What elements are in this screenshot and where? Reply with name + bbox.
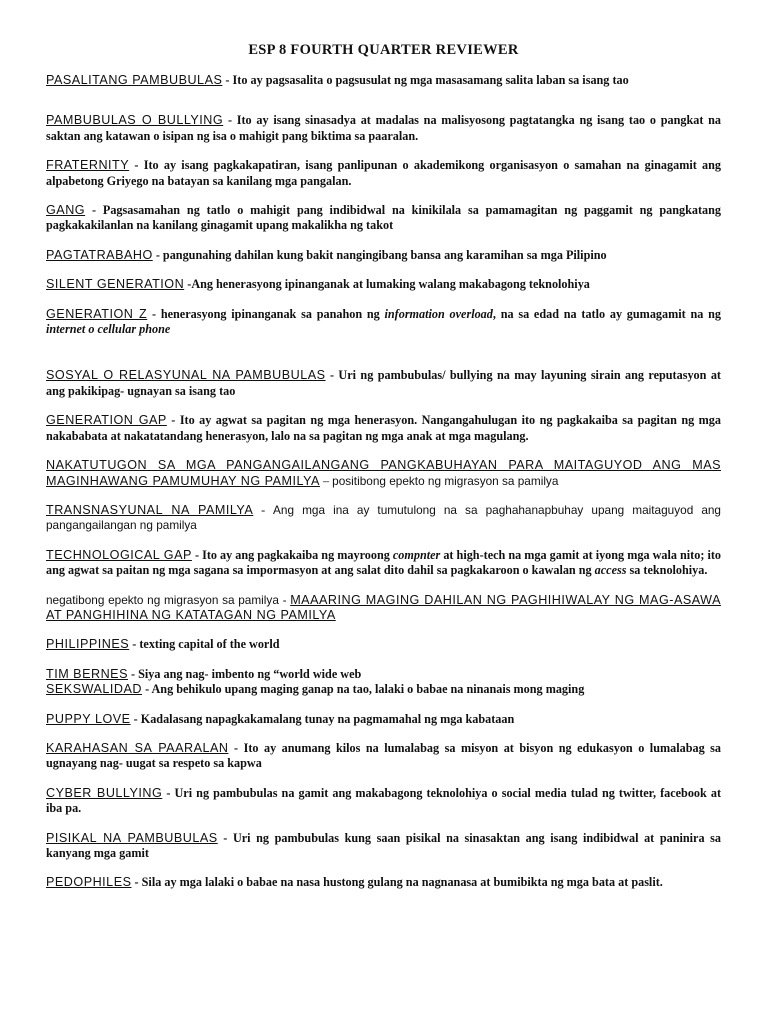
term: SILENT GENERATION [46,277,185,292]
definition: Siya ang nag- imbento ng “world wide web [138,666,362,681]
definition: Sila ay mga lalaki o babae na nasa hustong gulang na nagnanasa at bumibikta ng mga bata at paslit. [141,875,663,890]
term: GENERATION Z [46,306,148,321]
term: PASALITANG PAMBUBULAS [46,73,223,87]
term: PUPPY LOVE [46,711,131,726]
definition: Uri ng pambubulas na gamit ang makabagong teknolohiya o social media tulad ng twitter, facebook at iba pa. [46,785,722,816]
term: MAAARING MAGING DAHILAN NG PAGHIHIWALAY NG MAG-ASAWA AT PANGHIHINA NG KATATAGAN NG PAMILYA [46,592,721,622]
definition: Ito ay isang pagkakapatiran, isang panlipunan o akademikong organisasyon o samahan na ginagamit ang alpabetong Griyego na batayan sa kanilang mga pangalan. [46,158,722,188]
entry-technological-gap: TECHNOLOGICAL GAP - Ito ay ang pagkakaiba ng mayroong compnter at high-tech na mga gamit at iyong mga wala nito; ito ang agwat sa paitan ng mga sagana sa impormasyon at ang salat dito dahil sa pagkakaroon o kawalan ng access sa teknolohiya. [46,547,721,578]
entry-gang: GANG - Pagsasamahan ng tatlo o mahigit pang indibidwal na kinikilala sa pamamagitan ng paggamit ng pangkatang pagkakakilanlan na kanilang ginagamit upang makalikha ng takot [46,203,722,233]
definition: Ang henerasyong ipinanganak at lumaking walang makabagong teknolohiya [191,277,590,292]
term: TIM BERNES [46,666,128,681]
term: NAKATUTUGON SA MGA PANGANGAILANGANG PANGKABUHAYAN PARA MAITAGUYOD ANG MAS MAGINHAWANG PAMUMUHAY NG PAMILYA [46,458,721,488]
term: PISIKAL NA PAMBUBULAS [46,830,218,845]
lead-text: negatibong epekto ng migrasyon sa pamilya - [46,592,291,607]
term: PAGTATRABAHO [46,247,153,262]
definition: Ang mga ina ay tumutulong na sa paghahanapbuhay upang maitaguyod ang pangangailangan ng pamilya [46,502,721,533]
entry-philippines: PHILIPPINES - texting capital of the world [46,637,280,652]
entry-tim-bernes: TIM BERNES - Siya ang nag- imbento ng “world wide web [46,666,362,681]
definition: Ang behikulo upang maging ganap na tao, lalaki o babae na ninanais mong maging [151,682,585,697]
entry-pedophiles: PEDOPHILES - Sila ay mga lalaki o babae na nasa hustong gulang na nagnanasa at bumibikta ng mga bata at paslit. [46,875,663,890]
entry-pisikal-pambubulas: PISIKAL NA PAMBUBULAS - Uri ng pambubulas kung saan pisikal na sinasaktan ang isang indibidwal at paninira sa kanyang mga gamit [46,830,721,860]
term: PHILIPPINES [46,637,130,652]
term: TRANSNASYUNAL NA PAMILYA [46,502,254,517]
entry-silent-generation: SILENT GENERATION -Ang henerasyong ipinanganak at lumaking walang makabagong teknolohiya [46,277,590,292]
term: SEKSWALIDAD [46,682,143,697]
entry-karahasan: KARAHASAN SA PAARALAN - Ito ay anumang kilos na lumalabag sa misyon at bisyon ng edukasyon o lumalabag sa ugnayang nag- uugat sa respeto sa kapwa [46,740,722,771]
definition: Kadalasang napagkakamalang tunay na pagmamahal ng mga kabataan [140,711,515,726]
term: PAMBUBULAS O BULLYING [46,113,224,128]
document-title: ESP 8 FOURTH QUARTER REVIEWER [248,42,519,58]
term: SOSYAL O RELASYUNAL NA PAMBUBULAS [46,368,326,383]
definition-part: henerasyong ipinanganak sa panahon ng [160,306,385,321]
definition: Uri ng pambubulas/ bullying na may layuning sirain ang reputasyon at ang pakikipag- ugnayan sa isang tao [46,368,721,398]
entry-generation-gap: GENERATION GAP - Ito ay agwat sa pagitan ng mga henerasyon. Nangangahulugan ito ng pagkakaiba sa pagitan ng mga nakababata at nakatatandang henerasyon, lalo na sa pagitan ng mga anak at mga magulang. [46,413,721,443]
entry-fraternity: FRATERNITY - Ito ay isang pagkakapatiran, isang panlipunan o akademikong organisasyon o samahan na ginagamit ang alpabetong Griyego na batayan sa kanilang mga pangalan. [46,158,722,188]
entry-cyber-bullying: CYBER BULLYING - Uri ng pambubulas na gamit ang makabagong teknolohiya o social media tulad ng twitter, facebook at iba pa. [46,785,722,816]
reviewer-page [46,42,721,891]
definition: Pagsasamahan ng tatlo o mahigit pang indibidwal na kinikilala sa pamamagitan ng paggamit ng pangkatang pagkakakilanlan na kanilang ginagamit upang makalikha ng takot [46,203,722,233]
entry-sosyal-pambubulas: SOSYAL O RELASYUNAL NA PAMBUBULAS - Uri ng pambubulas/ bullying na may layuning sirain ang reputasyon at ang pakikipag- ugnayan sa isang tao [46,368,721,398]
definition-part: Ito ay ang pagkakaiba ng mayroong [202,547,393,562]
entry-negatibong-epekto [46,593,721,624]
definition-part: at high-tech na mga gamit at iyong mga wala nito; ito ang agwat sa paitan ng mga sagana sa impormasyon at ang salat dito dahil sa pagkakaroon o kawalan ng [46,547,721,578]
entry-sekswalidad: SEKSWALIDAD - Ang behikulo upang maging ganap na tao, lalaki o babae na ninanais mong maging [46,682,585,697]
entry-generation-z: GENERATION Z - henerasyong ipinanganak sa panahon ng information overload, na sa edad na tatlo ay gumagamit na ng internet o cellular phone [46,306,721,337]
term: CYBER BULLYING [46,785,163,800]
definition-italic: compnter [392,547,441,562]
definition: pangunahing dahilan kung bakit nangingibang bansa ang karamihan sa mga Pilipino [162,247,607,262]
definition-italic: access [594,563,627,578]
term: KARAHASAN SA PAARALAN [46,740,229,755]
definition-part: sa teknolohiya. [626,563,708,578]
term: FRATERNITY [46,158,130,173]
definition: Ito ay pagsasalita o pagsusulat ng mga masasamang salita laban sa isang tao [232,73,629,87]
entry-pagtatrabaho: PAGTATRABAHO - pangunahing dahilan kung bakit nangingibang bansa ang karamihan sa mga Pilipino [46,247,607,262]
definition-italic: internet o cellular phone [46,322,171,337]
entry-bullying: PAMBUBULAS O BULLYING - Ito ay isang sinasadya at madalas na malisyosong pagtatangka ng isang tao o pangkat na saktan ang katawan o isipan ng isa o mahigit pang biktima sa paaralan. [46,113,721,143]
definition: Ito ay anumang kilos na lumalabag sa misyon at bisyon ng edukasyon o lumalabag sa ugnayang nag- uugat sa respeto sa kapwa [46,740,722,771]
term: GANG [46,203,86,218]
entry-pasalitang-pambubulas: PASALITANG PAMBUBULAS - Ito ay pagsasalita o pagsusulat ng mga masasamang salita laban sa isang tao [46,73,629,87]
term: GENERATION GAP [46,413,167,428]
entry-transnasyunal: TRANSNASYUNAL NA PAMILYA - Ang mga ina ay tumutulong na sa paghahanapbuhay upang maitaguyod ang pangangailangan ng pamilya [46,502,721,533]
definition: Ito ay isang sinasadya at madalas na malisyosong pagtatangka ng isang tao o pangkat na saktan ang katawan o isipan ng isa o mahigit pang biktima sa paaralan. [46,113,721,143]
entry-nakatutugon: NAKATUTUGON SA MGA PANGANGAILANGANG PANGKABUHAYAN PARA MAITAGUYOD ANG MAS MAGINHAWANG PAMUMUHAY NG PAMILYA – positibong epekto ng migrasyon sa pamilya [46,458,721,488]
definition-part: , na sa edad na tatlo ay gumagamit na ng [492,306,721,321]
definition: Ito ay agwat sa pagitan ng mga henerasyon. Nangangahulugan ito ng pagkakaiba sa pagitan ng mga nakababata at nakatatandang henerasyon, lalo na sa pagitan ng mga anak at mga magulang. [46,413,721,443]
entry-puppy-love: PUPPY LOVE - Kadalasang napagkakamalang tunay na pagmamahal ng mga kabataan [46,711,515,726]
term: PEDOPHILES [46,875,132,890]
term: TECHNOLOGICAL GAP [46,547,192,562]
definition: texting capital of the world [139,637,280,652]
definition: Uri ng pambubulas kung saan pisikal na sinasaktan ang isang indibidwal at paninira sa kanyang mga gamit [46,830,721,860]
definition: positibong epekto ng migrasyon sa pamilya [332,473,559,488]
definition-italic: information overload [384,306,493,321]
